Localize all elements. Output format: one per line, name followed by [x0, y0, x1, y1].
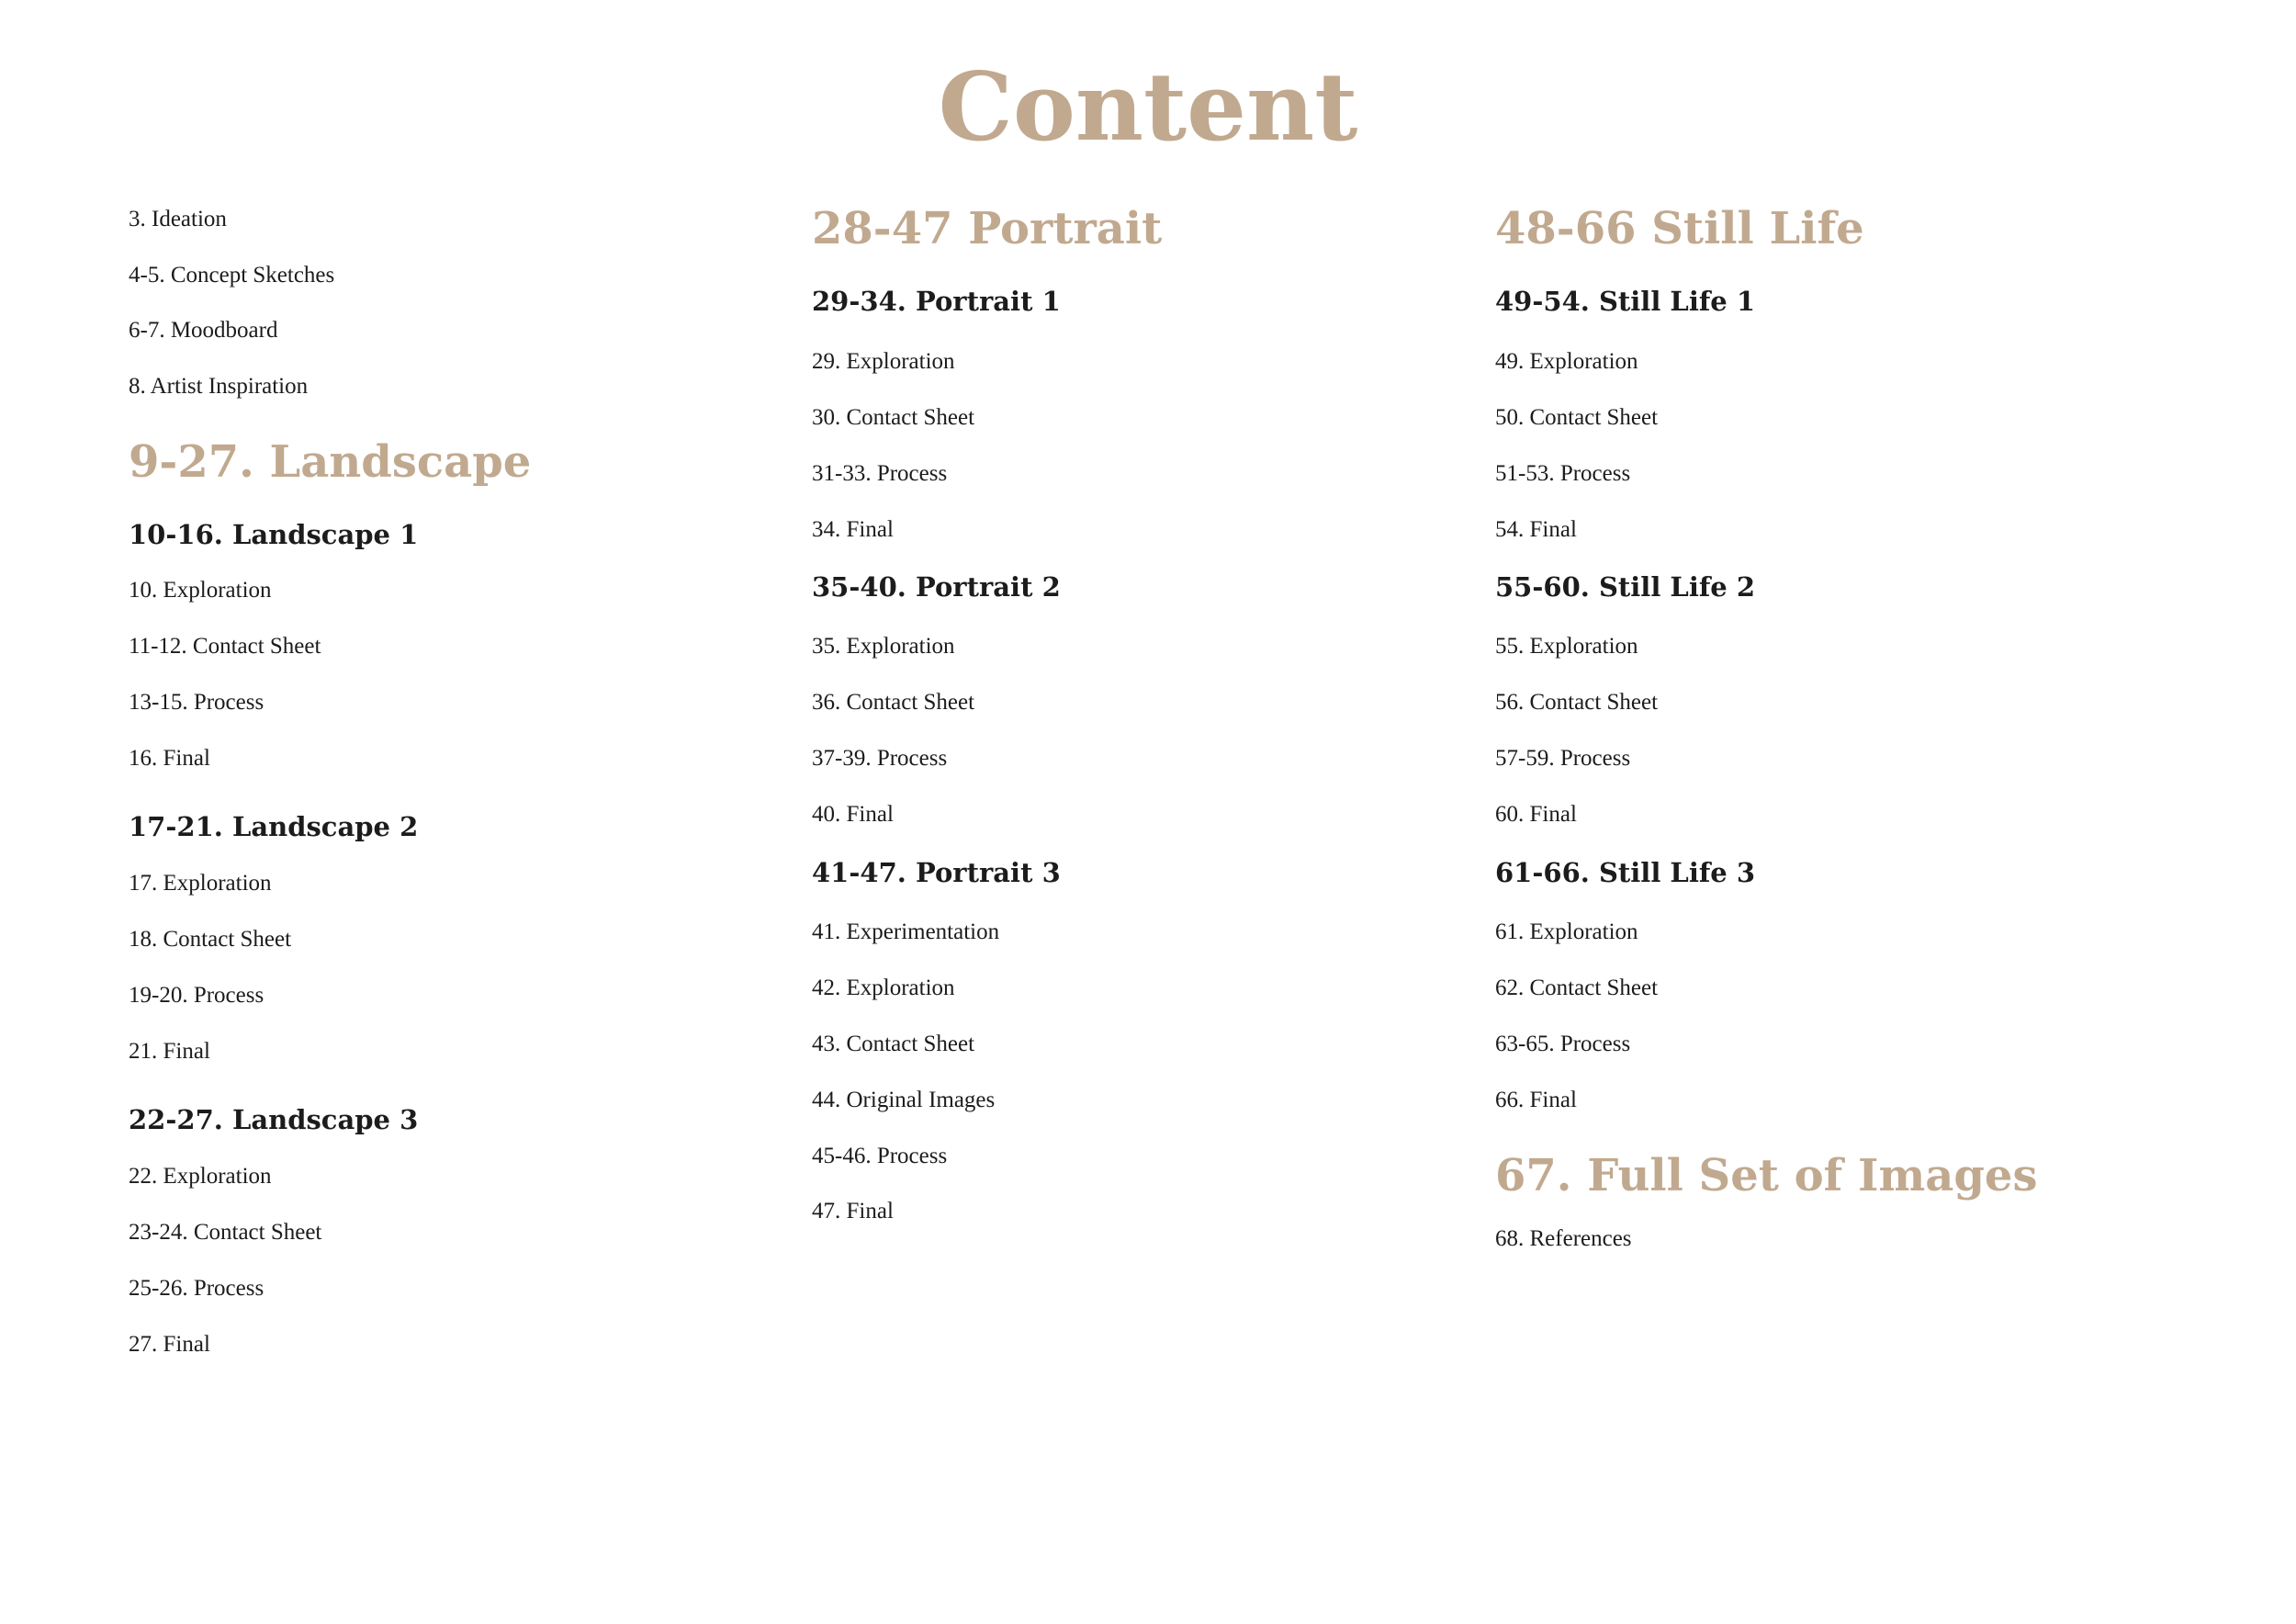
toc-item: 41. Experimentation	[812, 919, 1000, 944]
subsection-heading: 22-27. Landscape 3	[129, 1104, 419, 1135]
toc-item: 6-7. Moodboard	[129, 318, 278, 343]
toc-item: 19-20. Process	[129, 983, 264, 1008]
toc-item: 3. Ideation	[129, 207, 227, 231]
toc-item: 18. Contact Sheet	[129, 927, 292, 952]
toc-item: 50. Contact Sheet	[1495, 405, 1659, 430]
subsection-heading: 49-54. Still Life 1	[1495, 286, 1756, 317]
toc-item: 11-12. Contact Sheet	[129, 634, 321, 659]
toc-item: 57-59. Process	[1495, 746, 1631, 771]
toc-item: 63-65. Process	[1495, 1032, 1631, 1056]
toc-item: 43. Contact Sheet	[812, 1032, 975, 1056]
subsection-heading: 29-34. Portrait 1	[812, 286, 1061, 317]
section-heading: 9-27. Landscape	[129, 436, 532, 488]
subsection-heading: 35-40. Portrait 2	[812, 571, 1061, 603]
section-heading: 28-47 Portrait	[812, 203, 1163, 254]
toc-item: 55. Exploration	[1495, 634, 1638, 659]
subsection-heading: 55-60. Still Life 2	[1495, 571, 1756, 603]
toc-item: 16. Final	[129, 746, 210, 771]
toc-item: 51-53. Process	[1495, 461, 1631, 486]
subsection-heading: 41-47. Portrait 3	[812, 857, 1061, 888]
toc-item: 68. References	[1495, 1226, 1632, 1251]
toc-item: 62. Contact Sheet	[1495, 976, 1659, 1000]
toc-item: 60. Final	[1495, 802, 1577, 827]
section-heading: 48-66 Still Life	[1495, 203, 1864, 254]
toc-item: 40. Final	[812, 802, 894, 827]
toc-item: 54. Final	[1495, 517, 1577, 542]
toc-item: 4-5. Concept Sketches	[129, 263, 335, 288]
subsection-heading: 10-16. Landscape 1	[129, 519, 419, 550]
toc-item: 36. Contact Sheet	[812, 690, 975, 715]
toc-item: 45-46. Process	[812, 1144, 948, 1168]
toc-item: 23-24. Contact Sheet	[129, 1220, 322, 1245]
page-title: Content	[938, 52, 1358, 163]
toc-item: 27. Final	[129, 1332, 210, 1357]
toc-item: 21. Final	[129, 1039, 210, 1064]
toc-item: 44. Original Images	[812, 1088, 996, 1112]
toc-item: 8. Artist Inspiration	[129, 374, 309, 399]
toc-item: 22. Exploration	[129, 1164, 272, 1189]
toc-item: 30. Contact Sheet	[812, 405, 975, 430]
toc-item: 10. Exploration	[129, 578, 272, 603]
toc-item: 56. Contact Sheet	[1495, 690, 1659, 715]
toc-item: 29. Exploration	[812, 349, 955, 374]
section-heading: 67. Full Set of Images	[1495, 1150, 2038, 1201]
toc-item: 31-33. Process	[812, 461, 948, 486]
subsection-heading: 61-66. Still Life 3	[1495, 857, 1756, 888]
toc-item: 66. Final	[1495, 1088, 1577, 1112]
toc-item: 35. Exploration	[812, 634, 955, 659]
toc-item: 13-15. Process	[129, 690, 264, 715]
subsection-heading: 17-21. Landscape 2	[129, 811, 419, 842]
toc-item: 61. Exploration	[1495, 919, 1638, 944]
toc-item: 25-26. Process	[129, 1276, 264, 1301]
toc-item: 49. Exploration	[1495, 349, 1638, 374]
toc-item: 37-39. Process	[812, 746, 948, 771]
toc-item: 17. Exploration	[129, 871, 272, 896]
toc-item: 34. Final	[812, 517, 894, 542]
toc-item: 47. Final	[812, 1199, 894, 1224]
toc-item: 42. Exploration	[812, 976, 955, 1000]
